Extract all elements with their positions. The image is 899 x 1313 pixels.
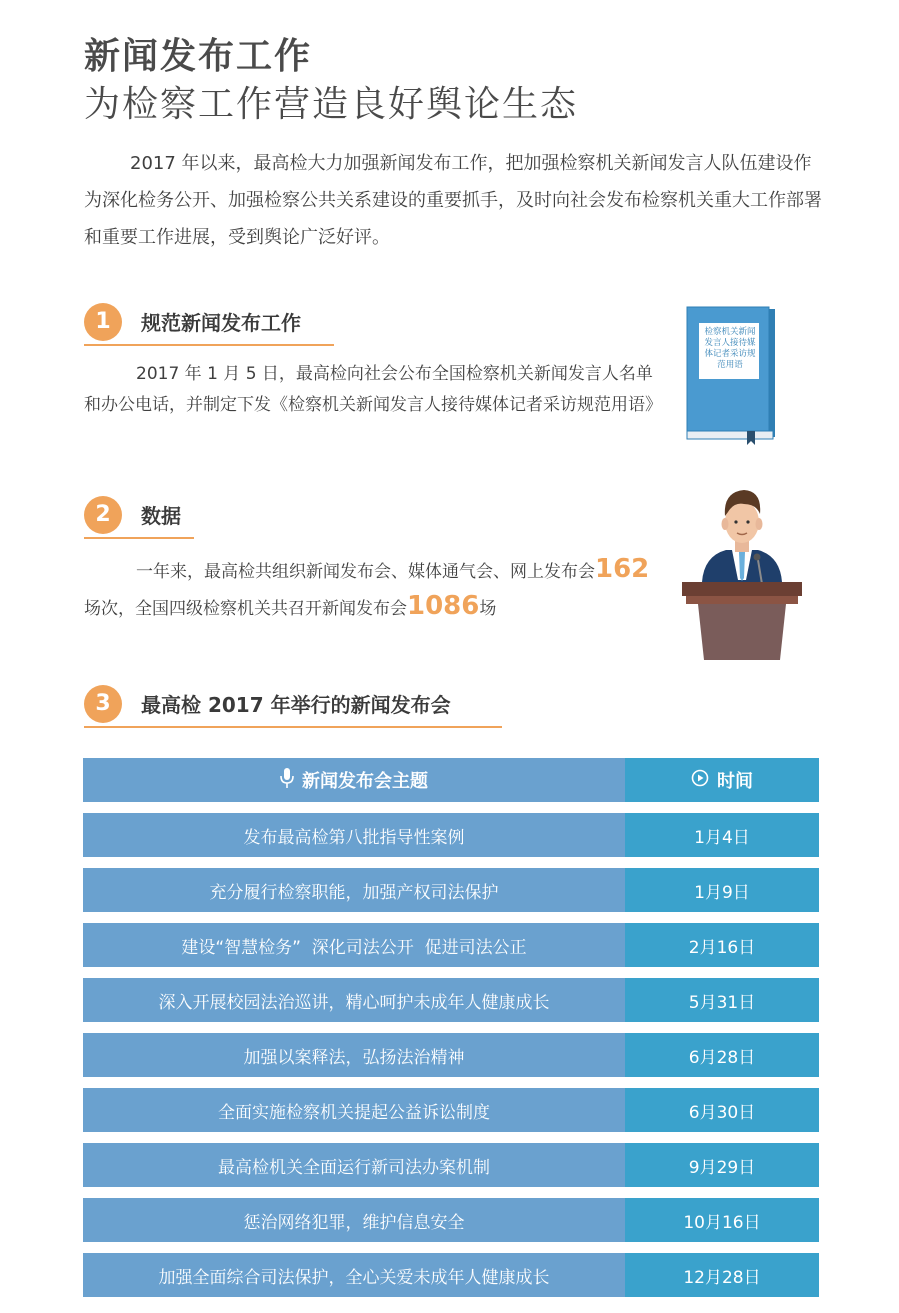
header-topic-label: 新闻发布会主题 (302, 771, 428, 792)
book-illustration (683, 305, 783, 445)
book-label-line: 体记者采访规 (704, 349, 756, 359)
table-row (83, 1033, 819, 1077)
table-row (83, 813, 819, 857)
page-title: 新闻发布工作 (84, 36, 313, 77)
table-header-date (625, 758, 819, 802)
topic-cell: 全面实施检察机关提起公益诉讼制度 (83, 1088, 625, 1132)
stats-text: 场次，全国四级检察机关共召开新闻发布会 (84, 599, 407, 619)
page-subtitle: 为检察工作营造良好舆论生态 (84, 84, 579, 125)
topic-cell: 充分履行检察职能，加强产权司法保护 (83, 868, 625, 912)
topic-cell: 惩治网络犯罪，维护信息安全 (83, 1198, 625, 1242)
section-underline (84, 344, 334, 346)
table-row (83, 923, 819, 967)
topic-cell: 发布最高检第八批指导性案例 (83, 813, 625, 857)
section-2-body (84, 552, 664, 626)
stats-text: 场 (479, 599, 497, 619)
table-row (83, 1088, 819, 1132)
topic-cell: 最高检机关全面运行新司法办案机制 (83, 1143, 625, 1187)
section-underline (84, 537, 194, 539)
stats-text: 一年来，最高检共组织新闻发布会、媒体通气会、网上发布会 (136, 562, 595, 582)
book-label-line: 检察机关新闻 (704, 327, 756, 337)
date-cell: 10月16日 (625, 1198, 819, 1242)
book-label-line: 范用语 (717, 360, 743, 370)
section-number-badge: 1 (84, 303, 122, 341)
section-number-badge: 3 (84, 685, 122, 723)
table-row (83, 1198, 819, 1242)
date-cell: 5月31日 (625, 978, 819, 1022)
book-label-line: 发言人接待媒 (704, 338, 756, 348)
table-row (83, 978, 819, 1022)
date-cell: 1月9日 (625, 868, 819, 912)
table-row (83, 868, 819, 912)
date-cell: 6月30日 (625, 1088, 819, 1132)
topic-cell: 深入开展校园法治巡讲，精心呵护未成年人健康成长 (83, 978, 625, 1022)
microphone-icon (280, 767, 294, 794)
table-header-row (83, 758, 819, 802)
date-cell: 2月16日 (625, 923, 819, 967)
date-cell: 9月29日 (625, 1143, 819, 1187)
date-cell: 1月4日 (625, 813, 819, 857)
speaker-at-podium-illustration (680, 482, 804, 662)
clock-play-icon (691, 769, 709, 792)
intro-paragraph: 2017 年以来，最高检大力加强新闻发布工作，把加强检察机关新闻发言人队伍建设作为深化检务公开、加强检察公共关系建设的重要抓手，及时向社会发布检察机关重大工作部署和重要工作进展，受到舆论广泛好评。 (84, 153, 822, 248)
section-title: 最高检 2017 年举行的新闻发布会 (141, 693, 451, 717)
date-cell: 12月28日 (625, 1253, 819, 1297)
topic-cell: 建设“智慧检务” 深化司法公开 促进司法公正 (83, 923, 625, 967)
national-conference-count: 1086 (407, 591, 480, 621)
section-title: 数据 (141, 504, 181, 528)
section-1-body: 2017 年 1 月 5 日，最高检向社会公布全国检察机关新闻发言人名单和办公电话，并制定下发《检察机关新闻发言人接待媒体记者采访规范用语》 (84, 364, 662, 415)
topic-cell: 加强以案释法，弘扬法治精神 (83, 1033, 625, 1077)
date-cell: 6月28日 (625, 1033, 819, 1077)
section-number-badge: 2 (84, 496, 122, 534)
header-date-label: 时间 (717, 771, 753, 792)
table-header-topic (83, 758, 625, 802)
table-row (83, 1143, 819, 1187)
table-row (83, 1253, 819, 1297)
section-title: 规范新闻发布工作 (141, 311, 301, 335)
press-conference-table (83, 758, 819, 1308)
topic-cell: 加强全面综合司法保护，全心关爱未成年人健康成长 (83, 1253, 625, 1297)
section-underline (84, 726, 502, 728)
press-event-count: 162 (595, 554, 650, 584)
